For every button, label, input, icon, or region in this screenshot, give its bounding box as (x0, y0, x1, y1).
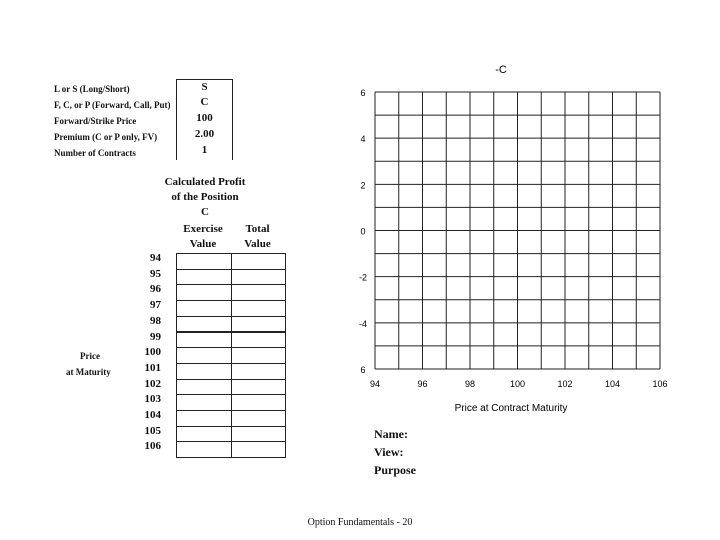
input-value-strike[interactable]: 100 (196, 112, 213, 124)
total-value-cell[interactable] (231, 394, 286, 411)
total-value-cell[interactable] (231, 269, 286, 286)
view-line: View: (374, 445, 404, 459)
exercise-value-cell[interactable] (176, 300, 232, 317)
exercise-value-cell[interactable] (176, 316, 232, 333)
chart-x-tick-label: 102 (557, 379, 573, 389)
profit-table-title-3: C (201, 206, 209, 218)
price-label: 99 (150, 330, 161, 343)
exercise-value-cell[interactable] (176, 363, 232, 380)
total-value-cell[interactable] (231, 441, 286, 458)
exercise-value-cell[interactable] (176, 332, 232, 349)
total-value-cell[interactable] (231, 347, 286, 364)
total-value-cell[interactable] (231, 300, 286, 317)
exercise-value-cell[interactable] (176, 441, 232, 458)
input-label-strike: Forward/Strike Price (54, 116, 137, 126)
total-value-cell[interactable] (231, 379, 286, 396)
price-label: 98 (150, 314, 161, 327)
price-label: 105 (144, 424, 161, 437)
chart-x-tick-label: 106 (652, 379, 668, 389)
name-line: Name: (374, 427, 408, 441)
total-value-cell[interactable] (231, 410, 286, 427)
price-side-label-2: at Maturity (66, 367, 111, 377)
total-value-cell[interactable] (231, 284, 286, 301)
chart-x-tick-label: 98 (464, 379, 476, 389)
chart-x-tick-label: 96 (417, 379, 428, 389)
input-value-premium[interactable]: 2.00 (194, 128, 215, 140)
input-label-long-short: L or S (Long/Short) (54, 84, 130, 94)
exercise-value-cell[interactable] (176, 253, 232, 270)
exercise-value-header-2: Value (189, 238, 217, 250)
price-label: 102 (144, 377, 161, 390)
chart-x-tick-label: 104 (604, 379, 621, 389)
total-value-header-1: Total (245, 223, 270, 235)
input-label-premium: Premium (C or P only, FV) (54, 132, 158, 142)
price-label: 95 (150, 267, 161, 280)
exercise-value-cell[interactable] (176, 379, 232, 396)
profit-table-title-1: Calculated Profit (164, 176, 246, 188)
chart-title: -C (495, 64, 507, 76)
price-label: 100 (144, 346, 161, 359)
total-value-header-2: Value (244, 238, 271, 250)
total-value-cell[interactable] (231, 363, 286, 380)
price-label: 103 (144, 393, 161, 406)
chart-x-tick-label: 100 (509, 379, 526, 389)
chart-x-axis-label: Price at Contract Maturity (454, 403, 568, 414)
exercise-value-cell[interactable] (176, 426, 232, 443)
chart-y-tick-label: 6 (360, 365, 366, 375)
input-value-long-short[interactable]: S (201, 81, 208, 93)
total-value-cell[interactable] (231, 332, 286, 349)
chart-y-tick-label: 2 (360, 180, 366, 191)
slide-footer: Option Fundamentals - 20 (307, 517, 413, 528)
price-label: 94 (150, 252, 161, 264)
price-label: 104 (144, 409, 161, 421)
chart-y-tick-label: 4 (360, 134, 366, 145)
purpose-line: Purpose (374, 463, 416, 477)
price-side-label-1: Price (80, 351, 100, 361)
chart-y-tick-label: 6 (360, 88, 366, 98)
exercise-value-cell[interactable] (176, 410, 232, 427)
exercise-value-cell[interactable] (176, 347, 232, 364)
exercise-value-cell[interactable] (176, 394, 232, 411)
total-value-cell[interactable] (231, 253, 286, 270)
profit-table-title-2: of the Position (171, 191, 239, 203)
chart-y-tick-label: 0 (360, 226, 366, 237)
exercise-value-cell[interactable] (176, 269, 232, 286)
input-label-instrument: F, C, or P (Forward, Call, Put) (54, 100, 171, 110)
exercise-value-header-1: Exercise (183, 223, 223, 235)
chart-y-tick-label: -2 (358, 272, 368, 283)
input-label-contracts: Number of Contracts (54, 148, 136, 158)
price-label: 106 (144, 440, 161, 453)
price-label: 97 (150, 299, 161, 312)
chart-y-tick-label: -4 (358, 318, 368, 329)
exercise-value-cell[interactable] (176, 284, 232, 301)
input-value-instrument[interactable]: C (200, 96, 209, 108)
input-value-contracts[interactable]: 1 (201, 144, 208, 156)
price-label: 96 (150, 283, 161, 296)
input-values-box (176, 79, 233, 160)
payoff-chart (330, 55, 690, 415)
total-value-cell[interactable] (231, 316, 286, 333)
total-value-cell[interactable] (231, 426, 286, 443)
chart-x-tick-label: 94 (369, 379, 381, 389)
price-label: 101 (144, 361, 161, 374)
